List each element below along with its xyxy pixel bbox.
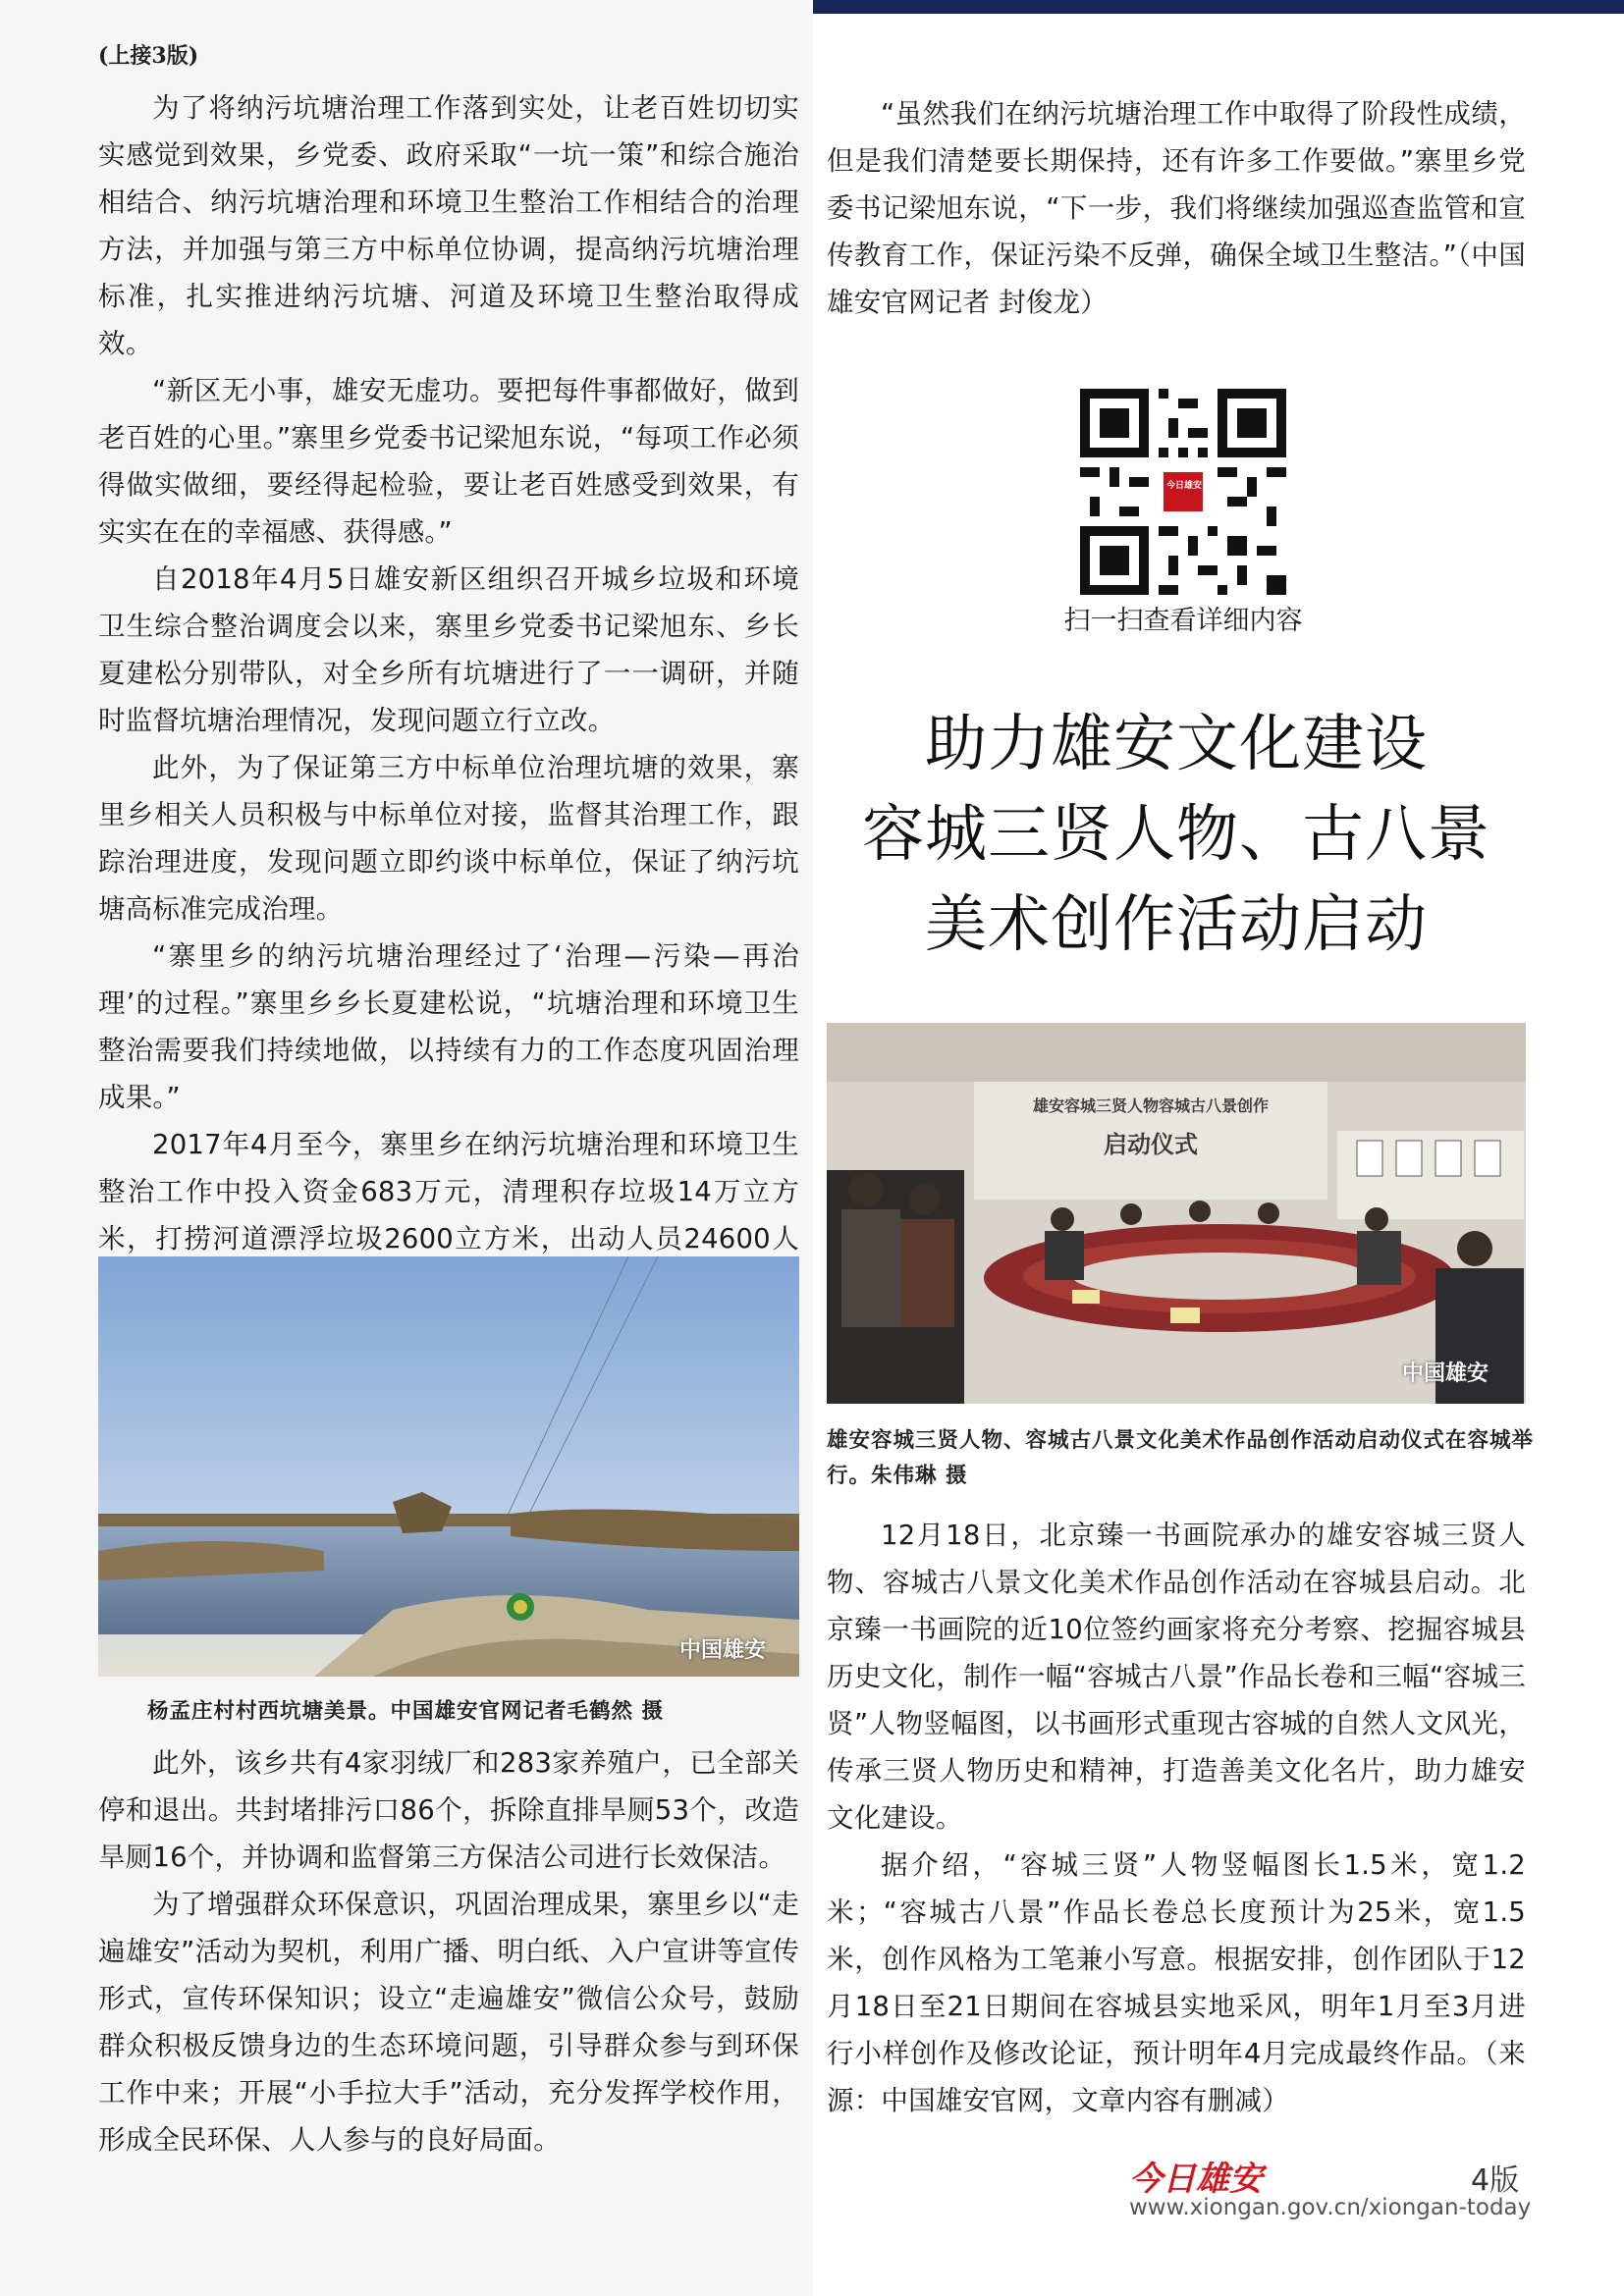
qr-code[interactable] <box>1080 389 1286 595</box>
left-article-bottom <box>98 1739 799 2163</box>
paragraph: “新区无小事，雄安无虚功。要把每件事都做好，做到老百姓的心里。”寨里乡党委书记梁旭东说，“每项工作必须得做实做细，要经得起检验，要让老百姓感受到效果，有实实在在的幸福感、获得感。” <box>98 375 799 548</box>
page-edition-number: 4版 <box>1471 2163 1520 2198</box>
photo-caption: 杨孟庄村村西坑塘美景。中国雄安官网记者毛鹤然 摄 <box>147 1699 664 1724</box>
right-article-bottom <box>827 1512 1526 2124</box>
paragraph: “寨里乡的纳污坑塘治理经过了‘治理—污染—再治理’的过程。”寨里乡乡长夏建松说，“坑塘治理和环境卫生整治需要我们持续地做，以持续有力的工作态度巩固治理成果。” <box>98 940 799 1113</box>
paragraph: 为了将纳污坑塘治理工作落到实处，让老百姓切切实实感觉到效果，乡党委、政府采取“一坑一策”和综合施治相结合、纳污坑塘治理和环境卫生整治工作相结合的治理方法，并加强与第三方中标单位协调，提高纳污坑塘治理标准，扎实推进纳污坑塘、河道及环境卫生整治取得成效。 <box>98 92 799 359</box>
continued-from-label: (上接3版) <box>98 43 199 69</box>
footer-logo: 今日雄安 <box>1129 2160 1263 2199</box>
paragraph: 12月18日，北京臻一书画院承办的雄安容城三贤人物、容城古八景文化美术作品创作活动在容城县启动。北京臻一书画院的近10位签约画家将充分考察、挖掘容城县历史文化，制作一幅“容城古八景”作品长卷和三幅“容城三贤”人物竖幅图，以书画形式重现古容城的自然人文风光，传承三贤人物历史和精神，打造善美文化名片，助力雄安文化建设。 <box>827 1520 1526 1834</box>
headline-line: 美术创作活动启动 <box>925 888 1428 960</box>
paragraph: 此外，为了保证第三方中标单位治理坑塘的效果，寨里乡相关人员积极与中标单位对接，监督其治理工作，跟踪治理进度，发现问题立即约谈中标单位，保证了纳污坑塘高标准完成治理。 <box>98 752 799 925</box>
top-accent-bar <box>813 0 1624 14</box>
left-article-top <box>98 84 799 1357</box>
qr-label: 扫一扫查看详细内容 <box>1063 606 1303 636</box>
watermark-logo: 中国雄安 <box>1402 1361 1489 1386</box>
photo-caption: 雄安容城三贤人物、容城古八景文化美术作品创作活动启动仪式在容城举行。朱伟琳 摄 <box>827 1428 1535 1488</box>
watermark-logo: 中国雄安 <box>679 1637 767 1663</box>
qr-center-logo: 今日雄安 <box>1165 481 1202 491</box>
paragraph: 自2018年4月5日雄安新区组织召开城乡垃圾和环境卫生综合整治调度会以来，寨里乡党委书记梁旭东、乡长夏建松分别带队，对全乡所有坑塘进行了一一调研，并随时监督坑塘治理情况，发现问题立行立改。 <box>98 563 799 736</box>
headline-line: 助力雄安文化建设 <box>925 708 1428 779</box>
paragraph: 据介绍，“容城三贤”人物竖幅图长1.5米，宽1.2米；“容城古八景”作品长卷总长度预计为25米，宽1.5米，创作风格为工笔兼小写意。根据安排，创作团队于12月18日至21日期间在容城县实地采风，明年1月至3月进行小样创作及修改论证，预计明年4月完成最终作品。（来源：中国雄安官网，文章内容有删减） <box>827 1849 1526 2116</box>
paragraph: 此外，该乡共有4家羽绒厂和283家养殖户，已全部关停和退出。共封堵排污口86个，拆除直排旱厕53个，改造旱厕16个，并协调和监督第三方保洁公司进行长效保洁。 <box>98 1747 799 1873</box>
pond-landscape-illustration <box>98 1256 799 1677</box>
photo-banner-title: 启动仪式 <box>1104 1130 1198 1158</box>
paragraph: 2017年4月至今，寨里乡在纳污坑塘治理和环境卫生整治工作中投入资金683万元，清理积存垃圾14万立方米，打捞河道漂浮垃圾2600立方米，出动人员24600人 <box>98 1129 799 1255</box>
article-headline <box>827 699 1526 970</box>
headline-line: 容城三贤人物、古八景 <box>862 798 1490 870</box>
meeting-illustration <box>827 1023 1526 1404</box>
paragraph: “虽然我们在纳污坑塘治理工作中取得了阶段性成绩，但是我们清楚要长期保持，还有许多工作要做。”寨里乡党委书记梁旭东说，“下一步，我们将继续加强巡查监管和宣传教育工作，保证污染不反弹，确保全域卫生整洁。”（中国雄安官网记者 封俊龙） <box>827 98 1526 318</box>
paragraph: 为了增强群众环保意识，巩固治理成果，寨里乡以“走遍雄安”活动为契机，利用广播、明白纸、入户宣讲等宣传形式，宣传环保知识；设立“走遍雄安”微信公众号，鼓励群众积极反馈身边的生态环境问题，引导群众参与到环保工作中来；开展“小手拉大手”活动，充分发挥学校作用，形成全民环保、人人参与的良好局面。 <box>98 1889 799 2156</box>
meeting-photo <box>827 1023 1526 1404</box>
pond-landscape-photo <box>98 1256 799 1677</box>
right-article-top <box>827 90 1526 326</box>
footer-url[interactable]: www.xiongan.gov.cn/xiongan-today <box>1129 2195 1532 2220</box>
qr-code-graphic <box>1080 389 1286 595</box>
photo-banner-text: 雄安容城三贤人物容城古八景创作 <box>1032 1096 1269 1115</box>
